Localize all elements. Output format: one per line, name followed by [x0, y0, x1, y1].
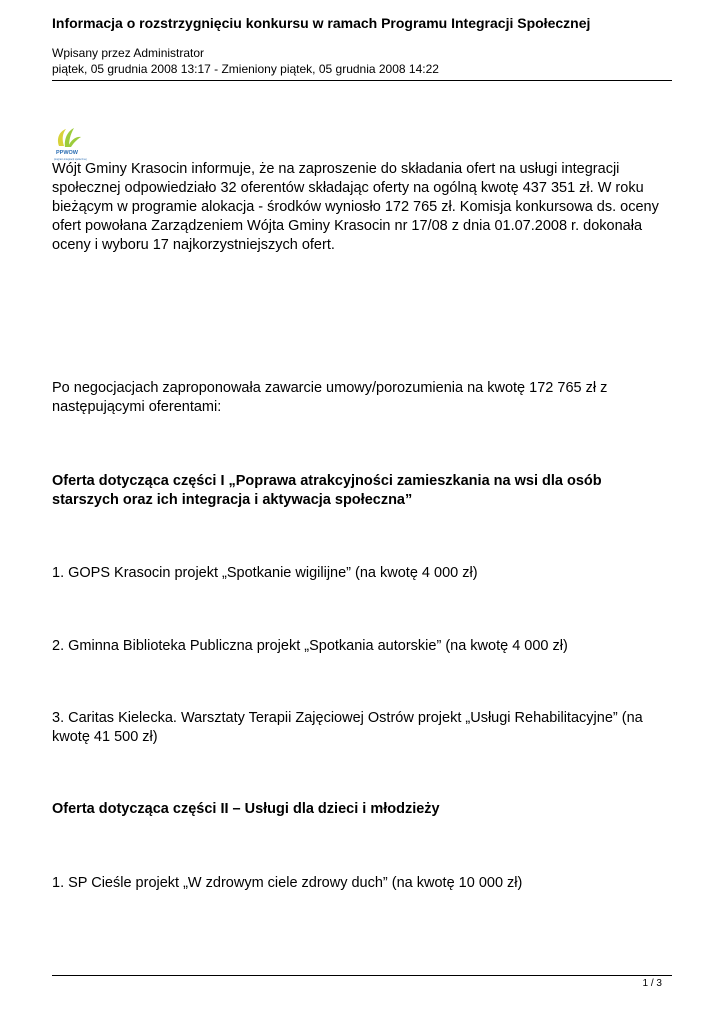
logo-text: PPWOW [56, 150, 78, 156]
logo-subtext: program integracji spolecznej [54, 158, 87, 161]
section2-heading: Oferta dotycząca części II – Usługi dla dzieci i młodzieży [52, 801, 440, 817]
footer-divider [52, 975, 672, 976]
section1-item-2: 2. Gminna Biblioteka Publiczna projekt „Spotkania autorskie” (na kwotę 4 000 zł) [52, 638, 568, 654]
header-divider [52, 80, 672, 81]
document-title: Informacja o rozstrzygnięciu konkursu w ramach Programu Integracji Społecznej [52, 15, 591, 31]
program-logo-icon [50, 126, 96, 162]
intro-paragraph: Wójt Gminy Krasocin informuje, że na zaproszenie do składania ofert na usługi integracji społecznej odpowiedziało 32 oferentów składając oferty na ogólną kwotę 437 351 zł. W roku bieżącym w programie alokacja - środków wyniosło 172 765 zł. Komisja konkursowa ds. oceny ofert powołana Zarządzeniem Wójta Gminy Krasocin nr 17/08 z dnia 01.07.2008 r. dokonała oceny i wyboru 17 najkorzystniejszych ofert. [52, 161, 659, 253]
date-line: piątek, 05 grudnia 2008 13:17 - Zmieniony piątek, 05 grudnia 2008 14:22 [52, 62, 439, 76]
section1-heading: Oferta dotycząca części I „Poprawa atrakcyjności zamieszkania na wsi dla osób starszych oraz ich integracja i aktywacja społeczna” [52, 473, 602, 508]
section2-item-1: 1. SP Cieśle projekt „W zdrowym ciele zdrowy duch” (na kwotę 10 000 zł) [52, 875, 523, 891]
section1-item-1: 1. GOPS Krasocin projekt „Spotkanie wigilijne” (na kwotę 4 000 zł) [52, 565, 478, 581]
negotiation-paragraph: Po negocjacjach zaproponowała zawarcie umowy/porozumienia na kwotę 172 765 zł z następującymi oferentami: [52, 380, 608, 415]
page-number: 1 / 3 [642, 978, 662, 989]
section1-item-3: 3. Caritas Kielecka. Warsztaty Terapii Zajęciowej Ostrów projekt „Usługi Rehabilitacyjne” (na kwotę 41 500 zł) [52, 710, 643, 745]
program-logo [50, 126, 96, 162]
author-line: Wpisany przez Administrator [52, 46, 205, 60]
